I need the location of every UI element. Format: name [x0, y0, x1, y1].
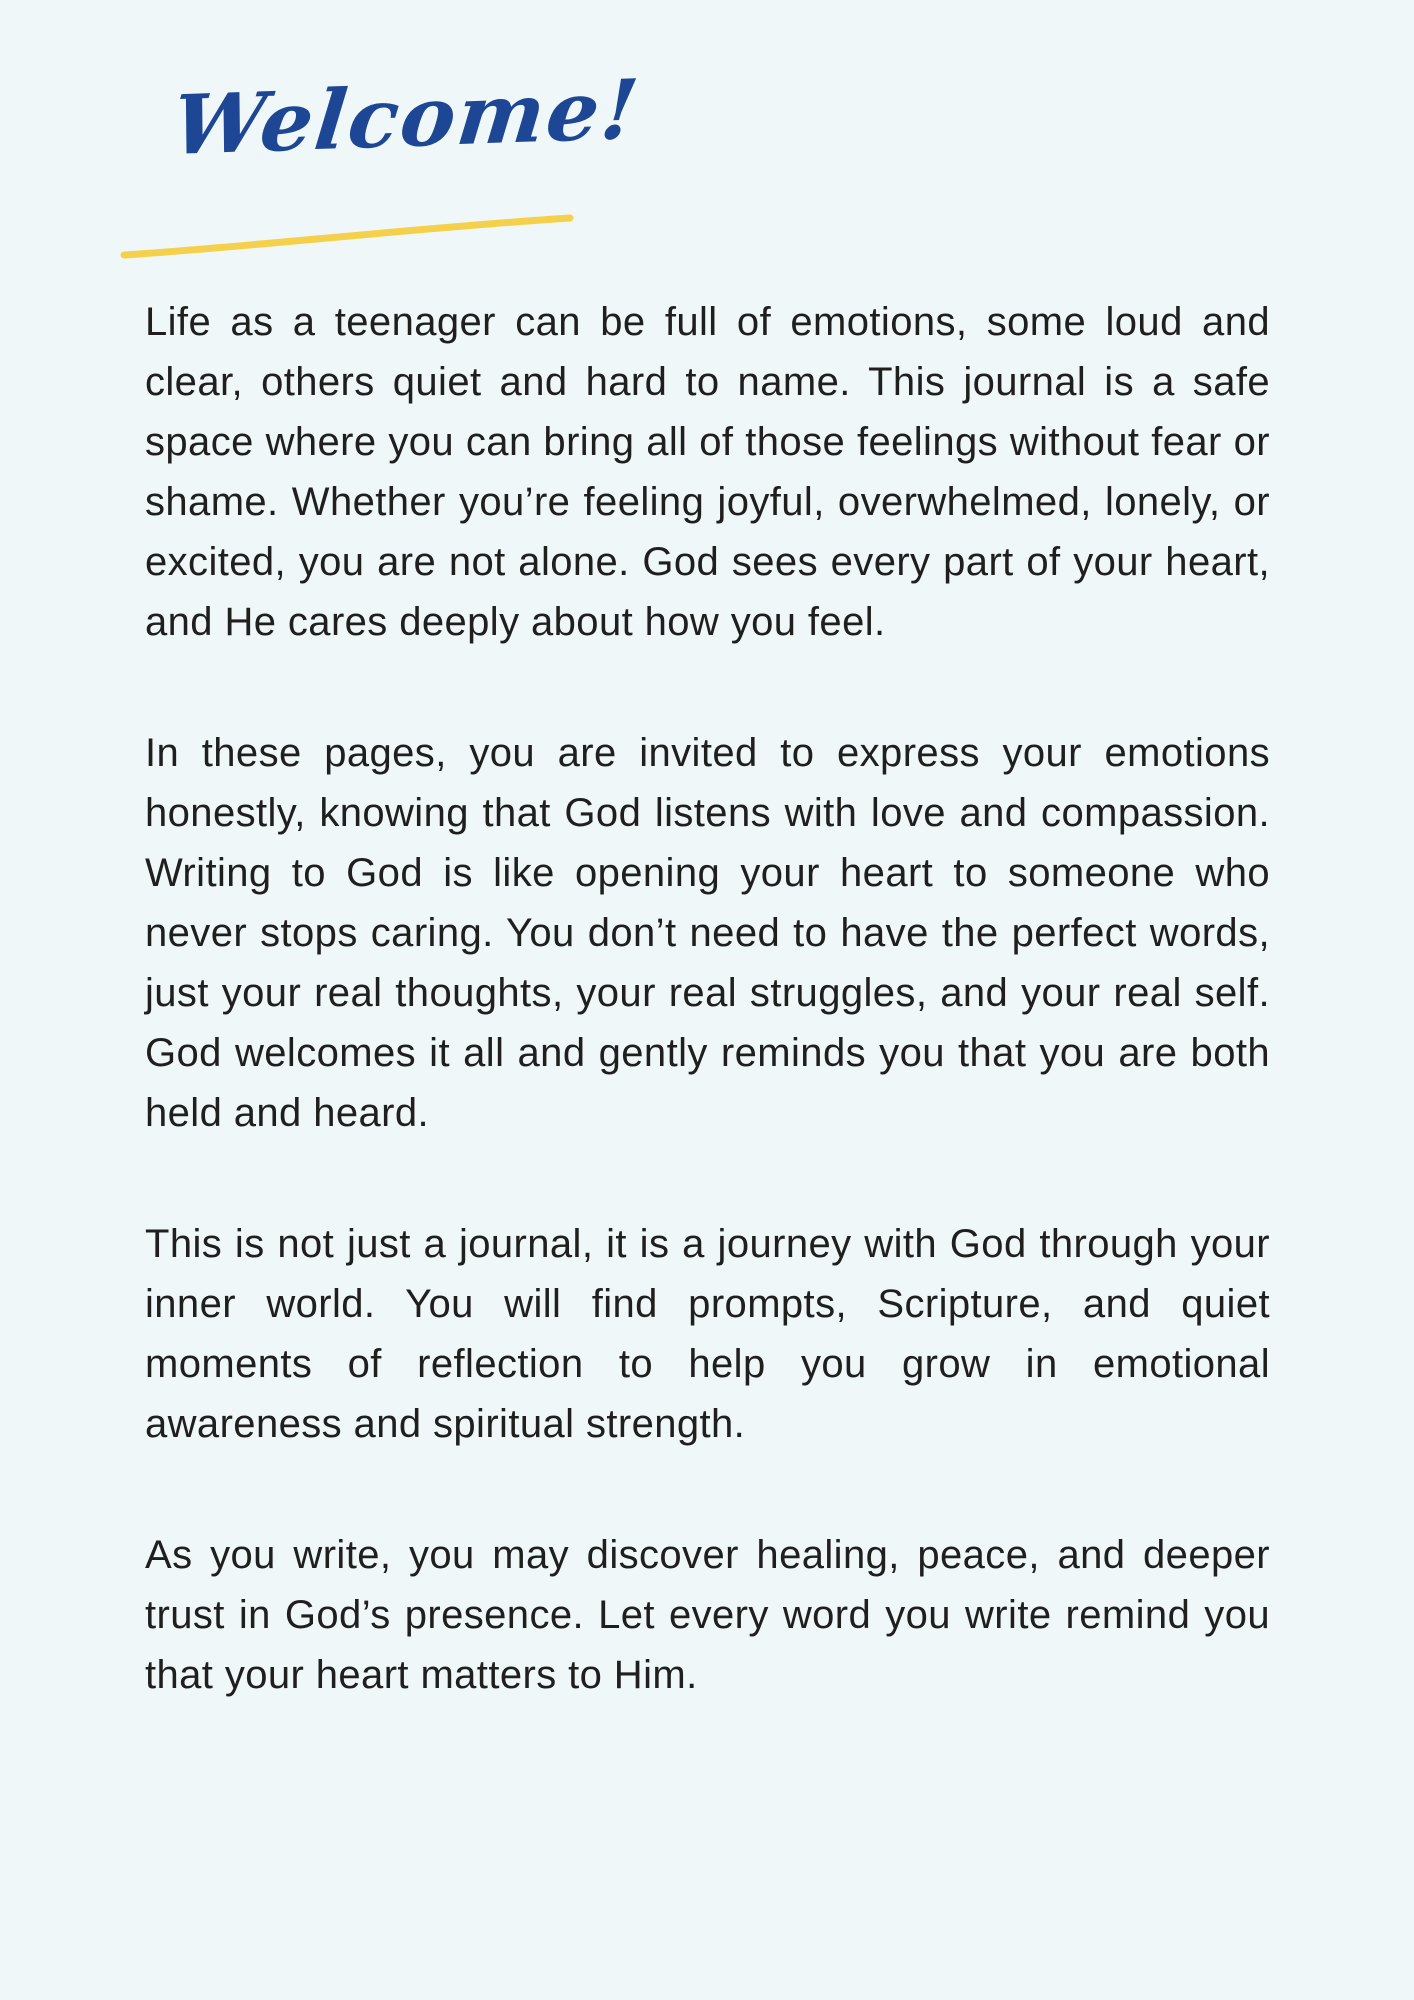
paragraph-1: Life as a teenager can be full of emotions, some loud and clear, others quiet and hard to name. This journal is a safe space where you can bring all of those feelings without fear or shame. Whether you’re feeling joyful, overwhelmed, lonely, or excited, you are not alone. God sees every part of your heart, and He cares deeply about how you feel. [145, 300, 1270, 644]
welcome-text-block [145, 292, 1270, 1705]
paragraph-4: As you write, you may discover healing, peace, and deeper trust in God’s presence. Let every word you write remind you that your heart matters to Him. [145, 1533, 1270, 1697]
heading-underline-swoosh [116, 210, 578, 262]
paragraph-3: This is not just a journal, it is a journey with God through your inner world. You will find prompts, Scripture, and quiet moments of reflection to help you grow in emotional awareness and spiritual strength. [145, 1222, 1270, 1446]
paragraph-2: In these pages, you are invited to express your emotions honestly, knowing that God listens with love and compassion. Writing to God is like opening your heart to someone who never stops caring. You don’t need to have the perfect words, just your real thoughts, your real struggles, and your real self. God welcomes it all and gently reminds you that you are both held and heard. [145, 731, 1270, 1135]
page-title: Welcome! [168, 61, 645, 174]
